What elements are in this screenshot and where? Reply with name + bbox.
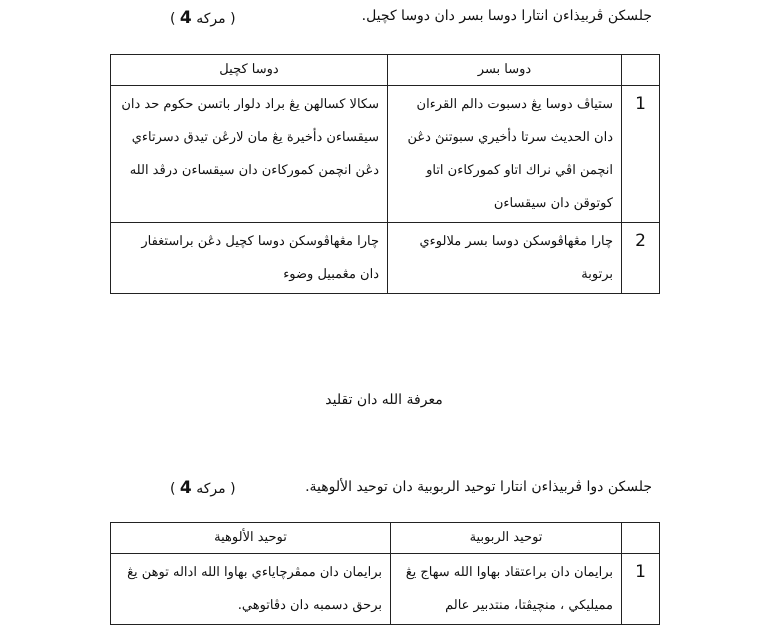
comparison-table-1 <box>110 54 660 294</box>
section-heading: معرفة الله دان تقليد <box>325 392 443 408</box>
header-col2: توحيد الألوهية <box>111 523 391 554</box>
header-col2: دوسا كچيل <box>111 55 388 86</box>
cell-col2: چارا مڠهاڤوسكن دوسا كچيل دڠن براستغفار دان مڠمبيل وضوء <box>111 223 388 294</box>
row-number: 1 <box>622 86 660 223</box>
table-row <box>111 554 660 625</box>
marks-open: ( <box>170 11 180 27</box>
marks-number: 4 <box>179 8 192 28</box>
cell-col2: سكالا كسالهن يڠ براد دلوار باتسن حكوم حد دان سيقساءن دأخيرة يڠ مان لارڠن تيدق دسرتاءي دڠن انچمن كموركاءن دان سيقساءن درڤد الله <box>111 86 388 223</box>
table-header-row <box>111 523 660 554</box>
header-col1: دوسا بسر <box>388 55 622 86</box>
marks-2 <box>170 478 236 498</box>
header-blank <box>622 523 660 554</box>
table-header-row <box>111 55 660 86</box>
table-row <box>111 86 660 223</box>
header-blank <box>622 55 660 86</box>
cell-col2: برايمان دان ممڤرچاياءي بهاوا الله اداله توهن يڠ برحق دسمبه دان دڤاتوهي. <box>111 554 391 625</box>
table-row <box>111 223 660 294</box>
marks-word: مركه <box>191 11 226 27</box>
cell-col1: چارا مڠهاڤوسكن دوسا بسر ملالوءي برتوبة <box>388 223 622 294</box>
cell-col1: ستياڤ دوسا يڠ دسبوت دالم القرءان دان الحديث سرتا دأخيري سبوتنڽ دڠن انچمن اڤي نراك اتاو كموركاءن اتاو كوتوقن دان سيقساءن <box>388 86 622 223</box>
marks-close: ) <box>225 11 236 27</box>
row-number: 2 <box>622 223 660 294</box>
marks-open: ( <box>170 481 180 497</box>
marks-number: 4 <box>179 478 192 498</box>
marks-word: مركه <box>191 481 226 497</box>
row-number: 1 <box>622 554 660 625</box>
marks-close: ) <box>225 481 236 497</box>
question-1: جلسكن ڤربيذاءن انتارا دوسا بسر دان دوسا كچيل. <box>361 8 652 24</box>
comparison-table-2 <box>110 522 660 625</box>
header-col1: توحيد الربوبية <box>391 523 622 554</box>
marks-1 <box>170 8 236 28</box>
cell-col1: برايمان دان براعتقاد بهاوا الله سهاج يڠ مميليكي ، منچيڤتا، منتدبير عالم <box>391 554 622 625</box>
question-2: جلسكن دوا ڤربيذاءن انتارا توحيد الربوبية دان توحيد الألوهية. <box>305 479 652 495</box>
